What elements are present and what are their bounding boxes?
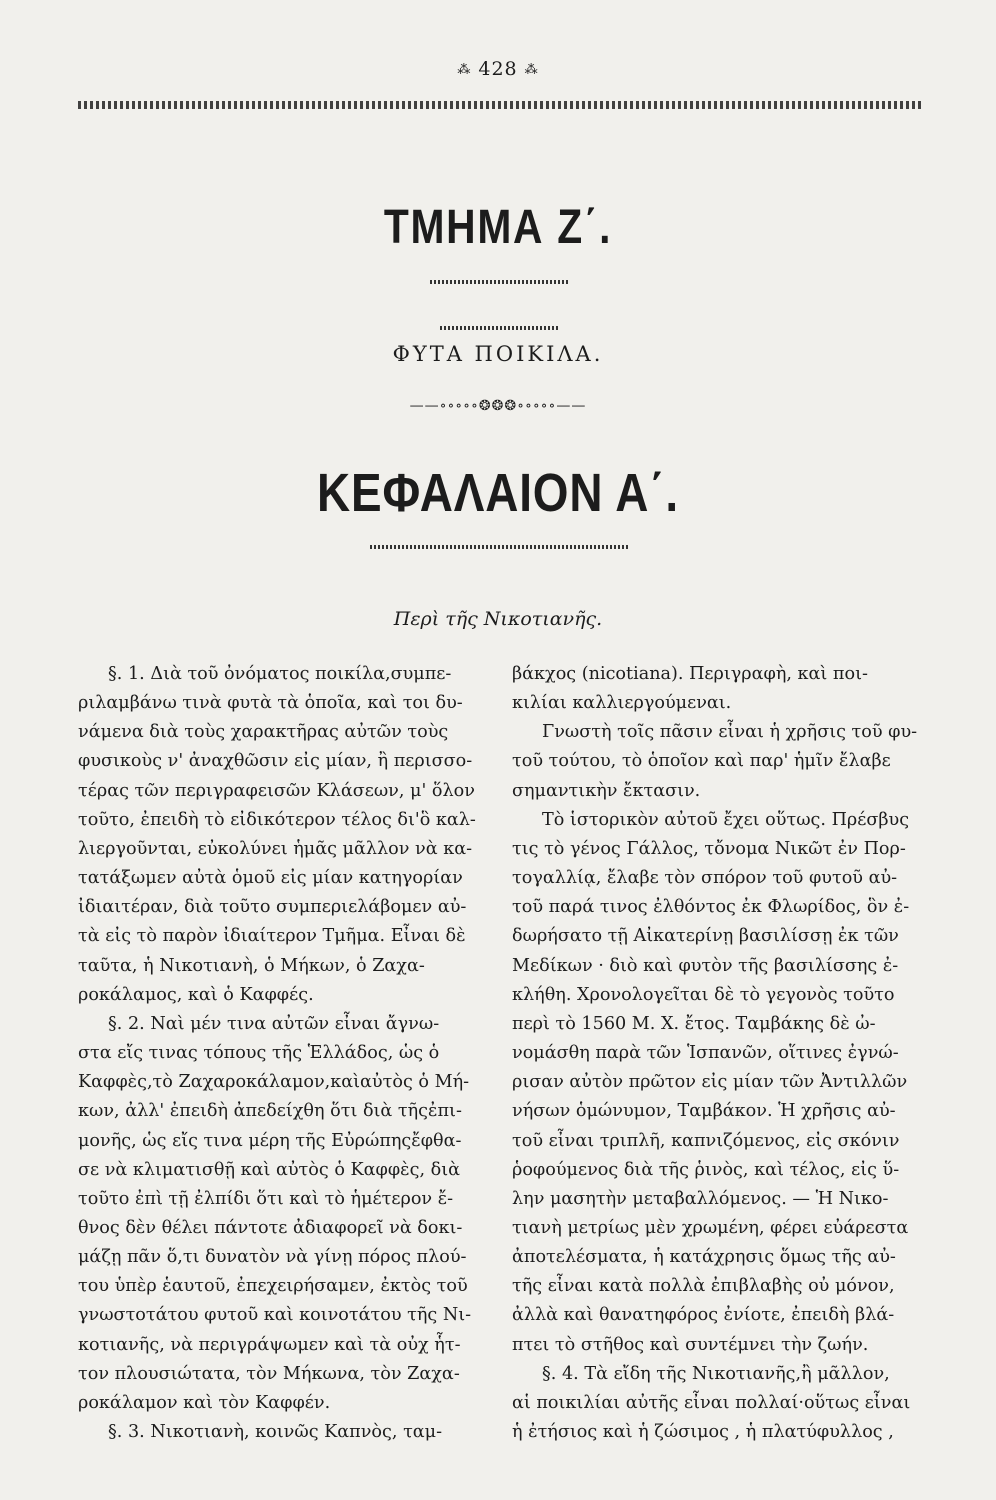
text-line: περὶ τὸ 1560 Μ. Χ. ἔτος. Ταμβάκης δὲ ὠ- xyxy=(512,1013,876,1034)
section-subtitle: ΦΥΤΑ ΠΟΙΚΙΛΑ. xyxy=(392,342,604,366)
text-line: Καφφὲς,τὸ Ζαχαροκάλαμον,καὶαὐτὸς ὁ Μή- xyxy=(78,1072,470,1093)
text-line: τις τὸ γένος Γάλλος, τὄνομα Νικῶτ ἐν Πορ- xyxy=(512,838,906,859)
text-line: νάμενα διὰ τοὺς χαρακτῆρας αὐτῶν τοὺς xyxy=(78,722,449,743)
text-line: βάκχος (nicotiana). Περιγραφὴ, καὶ ποι- xyxy=(512,664,868,684)
text-line: τοῦ τούτου, τὸ ὁποῖον καὶ παρ' ἡμῖν ἔλαβε xyxy=(512,751,891,772)
chapter-title: ΚΕΦΑΛΑΙΟΝ Α΄. xyxy=(316,463,679,523)
text-line: γνωστοτάτου φυτοῦ καὶ κοινοτάτου τῆς Νι- xyxy=(78,1305,472,1326)
text-line: §. 4. Τὰ εἴδη τῆς Νικοτιανῆς,ἢ μᾶλλον, xyxy=(542,1363,890,1384)
text-line: μονῆς, ὡς εἴς τινα μέρη τῆς Εὐρώπηςἔφθα- xyxy=(78,1130,462,1151)
section-title: ΤΜΗΜΑ Ζ΄. xyxy=(383,201,613,254)
text-line: σε νὰ κλιματισθῇ καὶ αὐτὸς ὁ Καφφὲς, διὰ xyxy=(78,1159,461,1180)
ornamental-divider xyxy=(0,398,996,414)
text-line: τῆς εἶναι κατὰ πολλὰ ἐπιβλαβὴς οὐ μόνον, xyxy=(512,1276,895,1297)
text-line: ἰδιαιτέραν, διὰ τοῦτο συμπεριελάβομεν αὐ- xyxy=(78,897,467,918)
chapter-divider xyxy=(370,545,630,549)
text-line: §. 2. Ναὶ μέν τινα αὐτῶν εἶναι ἄγνω- xyxy=(108,1013,440,1034)
text-line: λην μασητὴν μεταβαλλόμενος. — Ἡ Νικο- xyxy=(512,1188,889,1209)
text-line: ῥοφούμενος διὰ τῆς ῥινὸς, καὶ τέλος, εἰς ὕ- xyxy=(512,1159,900,1180)
page-header xyxy=(0,58,996,80)
text-line: ἀλλὰ καὶ θανατηφόρος ἐνίοτε, ἐπειδὴ βλά- xyxy=(512,1305,895,1326)
decorative-top-rule xyxy=(78,101,923,109)
text-line: δωρήσατο τῇ Αἰκατερίνῃ βασιλίσσῃ ἐκ τῶν xyxy=(512,926,899,947)
text-line: μάζῃ πᾶν ὅ,τι δυνατὸν νὰ γίνῃ πόρος πλού- xyxy=(78,1247,467,1268)
text-line: τοῦτο, ἐπειδὴ τὸ εἰδικότερον τέλος δι'ὃ καλ- xyxy=(78,809,476,830)
text-line: Γνωστὴ τοῖς πᾶσιν εἶναι ἡ χρῆσις τοῦ φυ- xyxy=(542,722,918,743)
page-number: 428 xyxy=(478,58,518,80)
text-line: Μεδίκων · διὸ καὶ φυτὸν τῆς βασιλίσσης ἐ- xyxy=(512,955,899,976)
text-line: κων, ἀλλ' ἐπειδὴ ἀπεδείχθη ὅτι διὰ τῆςἐπι- xyxy=(78,1101,462,1122)
text-line: νήσων ὁμώνυμον, Ταμβάκον. Ἡ χρῆσις αὐ- xyxy=(512,1101,896,1122)
text-line: σημαντικὴν ἔκτασιν. xyxy=(512,780,701,801)
text-line: §. 1. Διὰ τοῦ ὀνόματος ποικίλα,συμπε- xyxy=(108,664,452,684)
text-line: ρισαν αὐτὸν πρῶτον εἰς μίαν τῶν Ἀντιλλῶν xyxy=(512,1072,908,1093)
text-line: Τὸ ἱστορικὸν αὐτοῦ ἔχει οὕτως. Πρέσβυς xyxy=(542,809,910,830)
text-line: ροκάλαμον καὶ τὸν Καφφέν. xyxy=(78,1392,331,1413)
text-line: ριλαμβάνω τινὰ φυτὰ τὰ ὁποῖα, καὶ τοι δυ- xyxy=(78,693,463,714)
text-line: τογαλλίᾳ, ἔλαβε τὸν σπόρον τοῦ φυτοῦ αὐ- xyxy=(512,868,898,889)
text-line: λιεργοῦνται, εὐκολύνει ἡμᾶς μᾶλλον νὰ κα- xyxy=(78,838,473,859)
right-column xyxy=(512,660,918,1447)
text-line: του ὑπὲρ ἑαυτοῦ, ἐπεχειρήσαμεν, ἐκτὸς τοῦ xyxy=(78,1276,468,1297)
text-line: τὰ εἰς τὸ παρὸν ἰδιαίτερον Τμῆμα. Εἶναι δὲ xyxy=(78,926,466,947)
text-line: τοῦ παρά τινος ἐλθόντος ἐκ Φλωρίδος, ὃν ἐ- xyxy=(512,897,910,918)
left-column xyxy=(78,660,476,1447)
text-line: κλήθη. Χρονολογεῖται δὲ τὸ γεγονὸς τοῦτο xyxy=(512,984,895,1005)
text-line: στα εἴς τινας τόπους τῆς Ἑλλάδος, ὡς ὁ xyxy=(78,1043,440,1064)
text-line: τοῦ εἶναι τριπλῆ, καπνιζόμενος, εἰς σκόνιν xyxy=(512,1130,900,1151)
ornament-right-icon: ⁂ xyxy=(524,62,539,78)
text-line: κιλίαι καλλιεργούμεναι. xyxy=(512,693,732,714)
text-line: τον πλουσιώτατα, τὸν Μήκωνα, τὸν Ζαχα- xyxy=(78,1363,460,1384)
section-divider xyxy=(430,280,570,284)
ornament-divider-icon: ——∘∘∘∘∘❂❂❂∘∘∘∘∘—— xyxy=(409,398,587,414)
text-line: τοῦτο ἐπὶ τῇ ἐλπίδι ὅτι καὶ τὸ ἡμέτερον ἔ- xyxy=(78,1188,454,1209)
text-line: §. 3. Νικοτιανὴ, κοινῶς Καπνὸς, ταμ- xyxy=(108,1422,443,1443)
text-line: αἱ ποικιλίαι αὐτῆς εἶναι πολλαί·οὕτως εἶναι xyxy=(512,1392,911,1413)
text-line: πτει τὸ στῆθος καὶ συντέμνει τὴν ζωήν. xyxy=(512,1334,869,1355)
ornament-left-icon: ⁂ xyxy=(457,62,472,78)
text-line: κοτιανῆς, νὰ περιγράψωμεν καὶ τὰ οὐχ ἧτ- xyxy=(78,1334,461,1355)
text-line: φυσικοὺς ν' ἀναχθῶσιν εἰς μίαν, ἢ περισσο- xyxy=(78,751,473,772)
text-line: θνος δὲν θέλει πάντοτε ἀδιαφορεῖ νὰ δοκι- xyxy=(78,1217,463,1238)
text-line: ταῦτα, ἡ Νικοτιανὴ, ὁ Μήκων, ὁ Ζαχα- xyxy=(78,955,425,976)
text-line: τιανὴ μετρίως μὲν χρωμένη, φέρει εὐάρεστα xyxy=(512,1217,909,1238)
text-line: ἀποτελέσματα, ἡ κατάχρησις ὅμως τῆς αὐ- xyxy=(512,1247,896,1268)
chapter-heading: Περὶ τῆς Νικοτιανῆς. xyxy=(393,608,603,630)
text-line: τέρας τῶν περιγραφεισῶν Κλάσεων, μ' ὅλον xyxy=(78,780,475,801)
text-line: ροκάλαμος, καὶ ὁ Καφφές. xyxy=(78,984,314,1005)
text-line: τατάξωμεν αὐτὰ ὁμοῦ εἰς μίαν κατηγορίαν xyxy=(78,868,463,889)
text-line: ἡ ἐτήσιος καὶ ἡ ζώσιμος , ἡ πλατύφυλλος , xyxy=(512,1422,894,1443)
subtitle-top-divider xyxy=(440,326,560,330)
text-line: νομάσθη παρὰ τῶν Ἱσπανῶν, οἵτινες ἐγνώ- xyxy=(512,1043,899,1064)
